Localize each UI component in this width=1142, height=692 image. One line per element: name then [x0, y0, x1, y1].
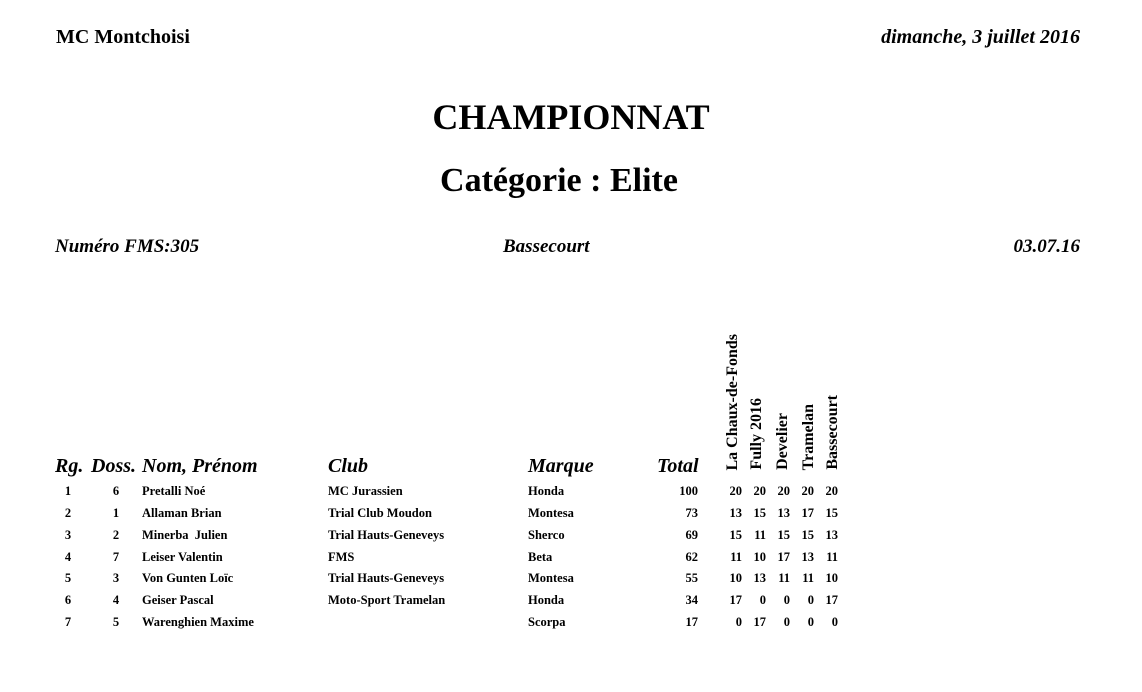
- col-head-total: Total: [657, 455, 699, 477]
- rank-cell: 6: [64, 593, 72, 607]
- score-cell: 11: [802, 571, 814, 585]
- rank-cell: 7: [64, 615, 72, 629]
- club-cell: FMS: [328, 550, 355, 564]
- table-row: [0, 550, 1142, 572]
- rank-cell: 1: [64, 484, 72, 498]
- score-cell: 13: [729, 506, 742, 520]
- club-cell: MC Jurassien: [328, 484, 403, 498]
- score-cell: 15: [777, 528, 790, 542]
- total-cell: 73: [685, 506, 698, 520]
- score-cell: 0: [759, 593, 766, 607]
- doss-cell: 7: [112, 550, 120, 564]
- col-head-name: Nom, Prénom: [142, 455, 258, 477]
- score-cell: 10: [753, 550, 766, 564]
- score-cell: 13: [753, 571, 766, 585]
- score-cell: 15: [753, 506, 766, 520]
- col-head-race-5: Bassecourt: [824, 395, 841, 470]
- score-cell: 17: [801, 506, 814, 520]
- name-cell: Von Gunten Loïc: [142, 571, 234, 585]
- score-cell: 11: [730, 550, 742, 564]
- score-cell: 0: [783, 615, 790, 629]
- col-head-marque: Marque: [528, 455, 594, 477]
- score-cell: 15: [729, 528, 742, 542]
- score-cell: 11: [778, 571, 790, 585]
- table-row: [0, 571, 1142, 593]
- marque-cell: Beta: [528, 550, 553, 564]
- club-cell: Trial Hauts-Geneveys: [328, 528, 445, 542]
- table-row: [0, 506, 1142, 528]
- score-cell: 15: [801, 528, 814, 542]
- col-head-club: Club: [328, 455, 369, 477]
- rank-cell: 3: [64, 528, 72, 542]
- marque-cell: Sherco: [528, 528, 565, 542]
- col-head-doss: Doss.: [91, 455, 137, 477]
- name-cell: Leiser Valentin: [142, 550, 223, 564]
- doss-cell: 1: [112, 506, 120, 520]
- score-cell: 10: [825, 571, 838, 585]
- score-cell: 0: [735, 615, 742, 629]
- score-cell: 20: [825, 484, 838, 498]
- category-title: Catégorie : Elite: [440, 162, 678, 199]
- marque-cell: Montesa: [528, 571, 574, 585]
- total-cell: 69: [685, 528, 698, 542]
- col-head-race-4: Tramelan: [800, 403, 817, 470]
- page-title: CHAMPIONNAT: [432, 97, 710, 137]
- score-cell: 20: [753, 484, 766, 498]
- score-cell: 13: [825, 528, 838, 542]
- club-cell: Trial Club Moudon: [328, 506, 432, 520]
- score-cell: 0: [831, 615, 838, 629]
- name-cell: Allaman Brian: [142, 506, 222, 520]
- total-cell: 100: [679, 484, 698, 498]
- score-cell: 0: [807, 615, 814, 629]
- club-cell: Trial Hauts-Geneveys: [328, 571, 445, 585]
- rank-cell: 5: [64, 571, 72, 585]
- col-head-rank: Rg.: [55, 455, 84, 477]
- score-cell: 17: [753, 615, 766, 629]
- table-row: [0, 528, 1142, 550]
- rank-cell: 4: [64, 550, 72, 564]
- col-head-race-3: Develier: [774, 413, 791, 470]
- fms-number: Numéro FMS:305: [55, 236, 200, 257]
- name-cell: Warenghien Maxime: [142, 615, 254, 629]
- table-row: [0, 615, 1142, 637]
- score-cell: 20: [777, 484, 790, 498]
- table-row: [0, 593, 1142, 615]
- marque-cell: Montesa: [528, 506, 574, 520]
- score-cell: 20: [801, 484, 814, 498]
- event-place: Bassecourt: [503, 236, 590, 257]
- total-cell: 17: [685, 615, 698, 629]
- rank-cell: 2: [64, 506, 72, 520]
- score-cell: 17: [777, 550, 790, 564]
- score-cell: 13: [777, 506, 790, 520]
- club-name: MC Montchoisi: [56, 26, 190, 48]
- score-cell: 17: [729, 593, 742, 607]
- club-cell: Moto-Sport Tramelan: [328, 593, 446, 607]
- marque-cell: Honda: [528, 484, 565, 498]
- marque-cell: Scorpa: [528, 615, 566, 629]
- event-date: 03.07.16: [1013, 236, 1080, 257]
- score-cell: 10: [729, 571, 742, 585]
- col-head-race-2: Fully 2016: [748, 398, 765, 470]
- score-cell: 20: [729, 484, 742, 498]
- doss-cell: 5: [112, 615, 120, 629]
- total-cell: 62: [685, 550, 698, 564]
- table-row: [0, 484, 1142, 506]
- doss-cell: 6: [112, 484, 120, 498]
- name-cell: Pretalli Noé: [142, 484, 206, 498]
- doss-cell: 4: [112, 593, 120, 607]
- name-cell: Geiser Pascal: [142, 593, 214, 607]
- col-head-race-1: La Chaux-de-Fonds: [724, 333, 741, 470]
- score-cell: 15: [825, 506, 838, 520]
- header-date: dimanche, 3 juillet 2016: [881, 26, 1080, 48]
- score-cell: 11: [826, 550, 838, 564]
- total-cell: 34: [685, 593, 698, 607]
- doss-cell: 3: [112, 571, 120, 585]
- score-cell: 11: [754, 528, 766, 542]
- score-cell: 0: [783, 593, 790, 607]
- total-cell: 55: [685, 571, 698, 585]
- doss-cell: 2: [112, 528, 120, 542]
- score-cell: 0: [807, 593, 814, 607]
- marque-cell: Honda: [528, 593, 565, 607]
- score-cell: 13: [801, 550, 814, 564]
- score-cell: 17: [825, 593, 838, 607]
- name-cell: Minerba Julien: [142, 528, 228, 542]
